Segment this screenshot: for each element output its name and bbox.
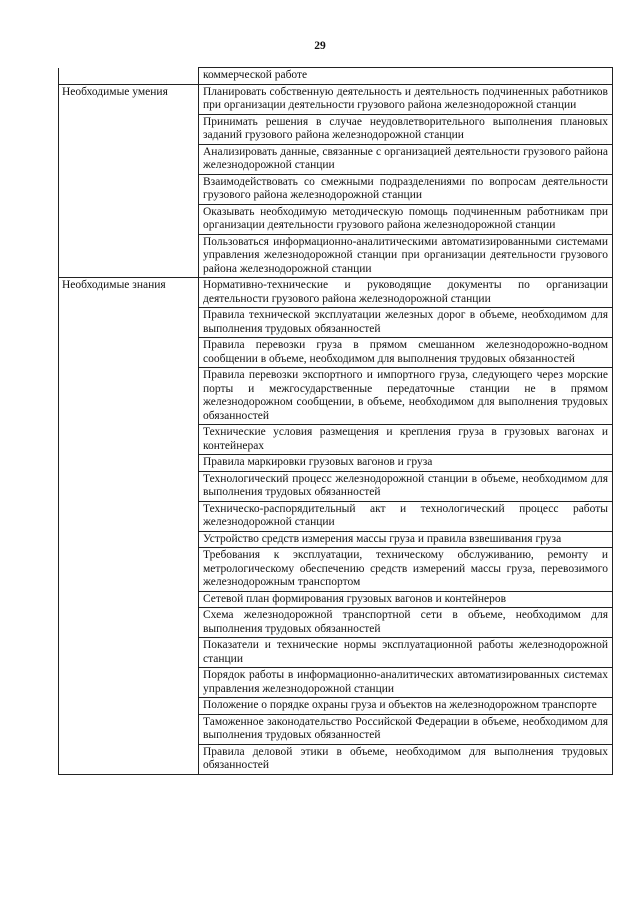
requirement-item: Правила маркировки грузовых вагонов и груза (199, 455, 613, 472)
requirement-item: Технические условия размещения и крепления груза в грузовых вагонах и контейнерах (199, 425, 613, 455)
requirement-item: Порядок работы в информационно-аналитических автоматизированных системах управления железнодорожной станции (199, 668, 613, 698)
page-number: 29 (314, 40, 326, 52)
requirement-item: Нормативно-технические и руководящие документы по организации деятельности грузового района железнодорожной станции (199, 278, 613, 308)
requirements-table-body (59, 68, 613, 775)
section-label: Необходимые знания (59, 278, 199, 775)
requirement-item: Показатели и технические нормы эксплуатационной работы железнодорожной станции (199, 638, 613, 668)
section-label-cell (59, 68, 199, 85)
requirement-item: Правила перевозки груза в прямом смешанном железнодорожно-водном сообщении в объеме, необходимом для выполнения трудовых обязанностей (199, 338, 613, 368)
continuation-cell: коммерческой работе (199, 68, 613, 85)
requirement-item: Сетевой план формирования грузовых вагонов и контейнеров (199, 591, 613, 608)
requirement-item: Таможенное законодательство Российской Федерации в объеме, необходимом для выполнения трудовых обязанностей (199, 714, 613, 744)
requirements-table (58, 67, 613, 775)
requirement-item: Технологический процесс железнодорожной станции в объеме, необходимом для выполнения трудовых обязанностей (199, 471, 613, 501)
requirement-item: Взаимодействовать со смежными подразделениями по вопросам деятельности грузового района железнодорожной станции (199, 174, 613, 204)
requirement-item: Планировать собственную деятельность и деятельность подчиненных работников при организации деятельности грузового района железнодорожной станции (199, 84, 613, 114)
requirement-item: Принимать решения в случае неудовлетворительного выполнения плановых заданий грузового района железнодорожной станции (199, 114, 613, 144)
requirement-item: Анализировать данные, связанные с организацией деятельности грузового района железнодорожной станции (199, 144, 613, 174)
section-label: Необходимые умения (59, 84, 199, 278)
requirement-item: Оказывать необходимую методическую помощь подчиненным работникам при организации деятельности грузового района железнодорожной станции (199, 204, 613, 234)
requirement-item: Пользоваться информационно-аналитическими автоматизированными системами управления железнодорожной станции при организации деятельности грузового района железнодорожной станции (199, 234, 613, 278)
requirement-item: Техническо-распорядительный акт и технологический процесс работы железнодорожной станции (199, 501, 613, 531)
requirement-item: Правила перевозки экспортного и импортного груза, следующего через морские порты и межгосударственные передаточные станции не в прямом железнодорожном сообщении, в объеме, необходимом для выполнения трудовых обязанностей (199, 368, 613, 425)
requirement-item: Правила технической эксплуатации железных дорог в объеме, необходимом для выполнения трудовых обязанностей (199, 308, 613, 338)
table-row (59, 278, 613, 308)
requirement-item: Правила деловой этики в объеме, необходимом для выполнения трудовых обязанностей (199, 744, 613, 774)
table-row (59, 84, 613, 114)
requirement-item: Устройство средств измерения массы груза и правила взвешивания груза (199, 531, 613, 548)
requirement-item: Требования к эксплуатации, техническому обслуживанию, ремонту и метрологическому обеспечению средств измерений массы груза, перевозимого железнодорожным транспортом (199, 548, 613, 592)
requirement-item: Положение о порядке охраны груза и объектов на железнодорожном транспорте (199, 698, 613, 715)
table-row (59, 68, 613, 85)
requirement-item: Схема железнодорожной транспортной сети в объеме, необходимом для выполнения трудовых обязанностей (199, 608, 613, 638)
